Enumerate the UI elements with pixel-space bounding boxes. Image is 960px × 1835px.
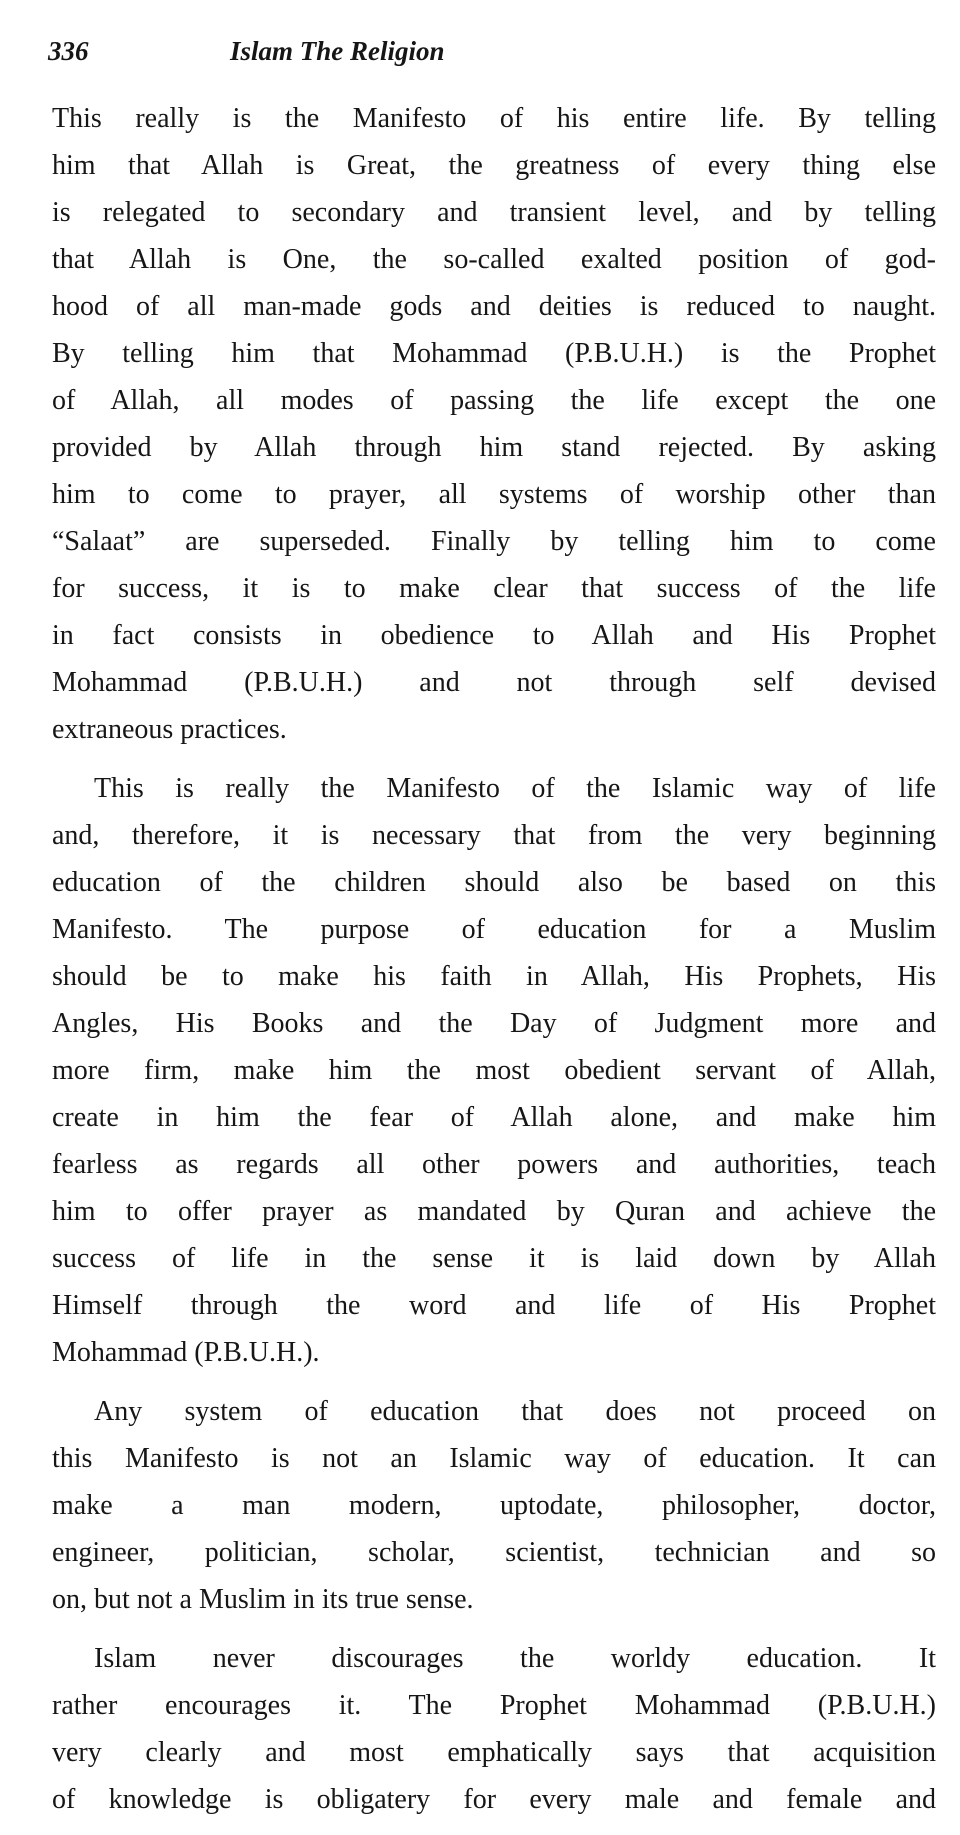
text-line: rather encourages it. The Prophet Mohammad (P.B.U.H.) [52, 1690, 936, 1721]
book-title: Islam The Religion [230, 36, 445, 66]
text-line: make a man modern, uptodate, philosopher, doctor, [52, 1490, 936, 1521]
text-line: Islam never discourages the worldy education. It [94, 1643, 936, 1674]
paragraph [52, 1635, 936, 1823]
text-line: Manifesto. The purpose of education for a Muslim [52, 914, 936, 945]
paragraph [52, 765, 936, 1376]
text-line: create in him the fear of Allah alone, and make him [52, 1102, 936, 1133]
text-line: of Allah, all modes of passing the life except the one [52, 385, 936, 416]
text-line: Mohammad (P.B.U.H.) and not through self devised [52, 667, 936, 698]
paragraph [52, 1388, 936, 1623]
text-line: this Manifesto is not an Islamic way of education. It can [52, 1443, 936, 1474]
text-line: of knowledge is obligatery for every male and female and [52, 1784, 936, 1815]
page-number: 336 [48, 36, 89, 66]
text-line: Any system of education that does not proceed on [94, 1396, 936, 1427]
text-line: that Allah is One, the so-called exalted position of god- [52, 244, 936, 275]
text-line: should be to make his faith in Allah, His Prophets, His [52, 961, 936, 992]
text-line: fearless as regards all other powers and authorities, teach [52, 1149, 936, 1180]
text-line: more firm, make him the most obedient servant of Allah, [52, 1055, 936, 1086]
text-line: very clearly and most emphatically says that acquisition [52, 1737, 936, 1768]
text-line: in fact consists in obedience to Allah and His Prophet [52, 620, 936, 651]
text-line: him that Allah is Great, the greatness of every thing else [52, 150, 936, 181]
text-line: him to offer prayer as mandated by Quran and achieve the [52, 1196, 936, 1227]
running-header [48, 36, 938, 76]
text-line: Mohammad (P.B.U.H.). [52, 1337, 320, 1368]
text-line: success of life in the sense it is laid down by Allah [52, 1243, 936, 1274]
text-line: for success, it is to make clear that success of the life [52, 573, 936, 604]
text-line: This is really the Manifesto of the Islamic way of life [94, 773, 936, 804]
text-line: hood of all man-made gods and deities is reduced to naught. [52, 291, 936, 322]
text-line: and, therefore, it is necessary that from the very beginning [52, 820, 936, 851]
text-line: This really is the Manifesto of his entire life. By telling [52, 103, 936, 134]
text-line: engineer, politician, scholar, scientist, technician and so [52, 1537, 936, 1568]
text-line: By telling him that Mohammad (P.B.U.H.) is the Prophet [52, 338, 936, 369]
text-line: “Salaat” are superseded. Finally by telling him to come [52, 526, 936, 557]
text-line: provided by Allah through him stand rejected. By asking [52, 432, 936, 463]
text-line: Himself through the word and life of His Prophet [52, 1290, 936, 1321]
page-body [52, 95, 936, 1835]
text-line: extraneous practices. [52, 714, 287, 745]
text-line: is relegated to secondary and transient level, and by telling [52, 197, 936, 228]
text-line: Angles, His Books and the Day of Judgment more and [52, 1008, 936, 1039]
paragraph [52, 95, 936, 753]
text-line: education of the children should also be based on this [52, 867, 936, 898]
text-line: on, but not a Muslim in its true sense. [52, 1584, 474, 1615]
text-line: him to come to prayer, all systems of worship other than [52, 479, 936, 510]
